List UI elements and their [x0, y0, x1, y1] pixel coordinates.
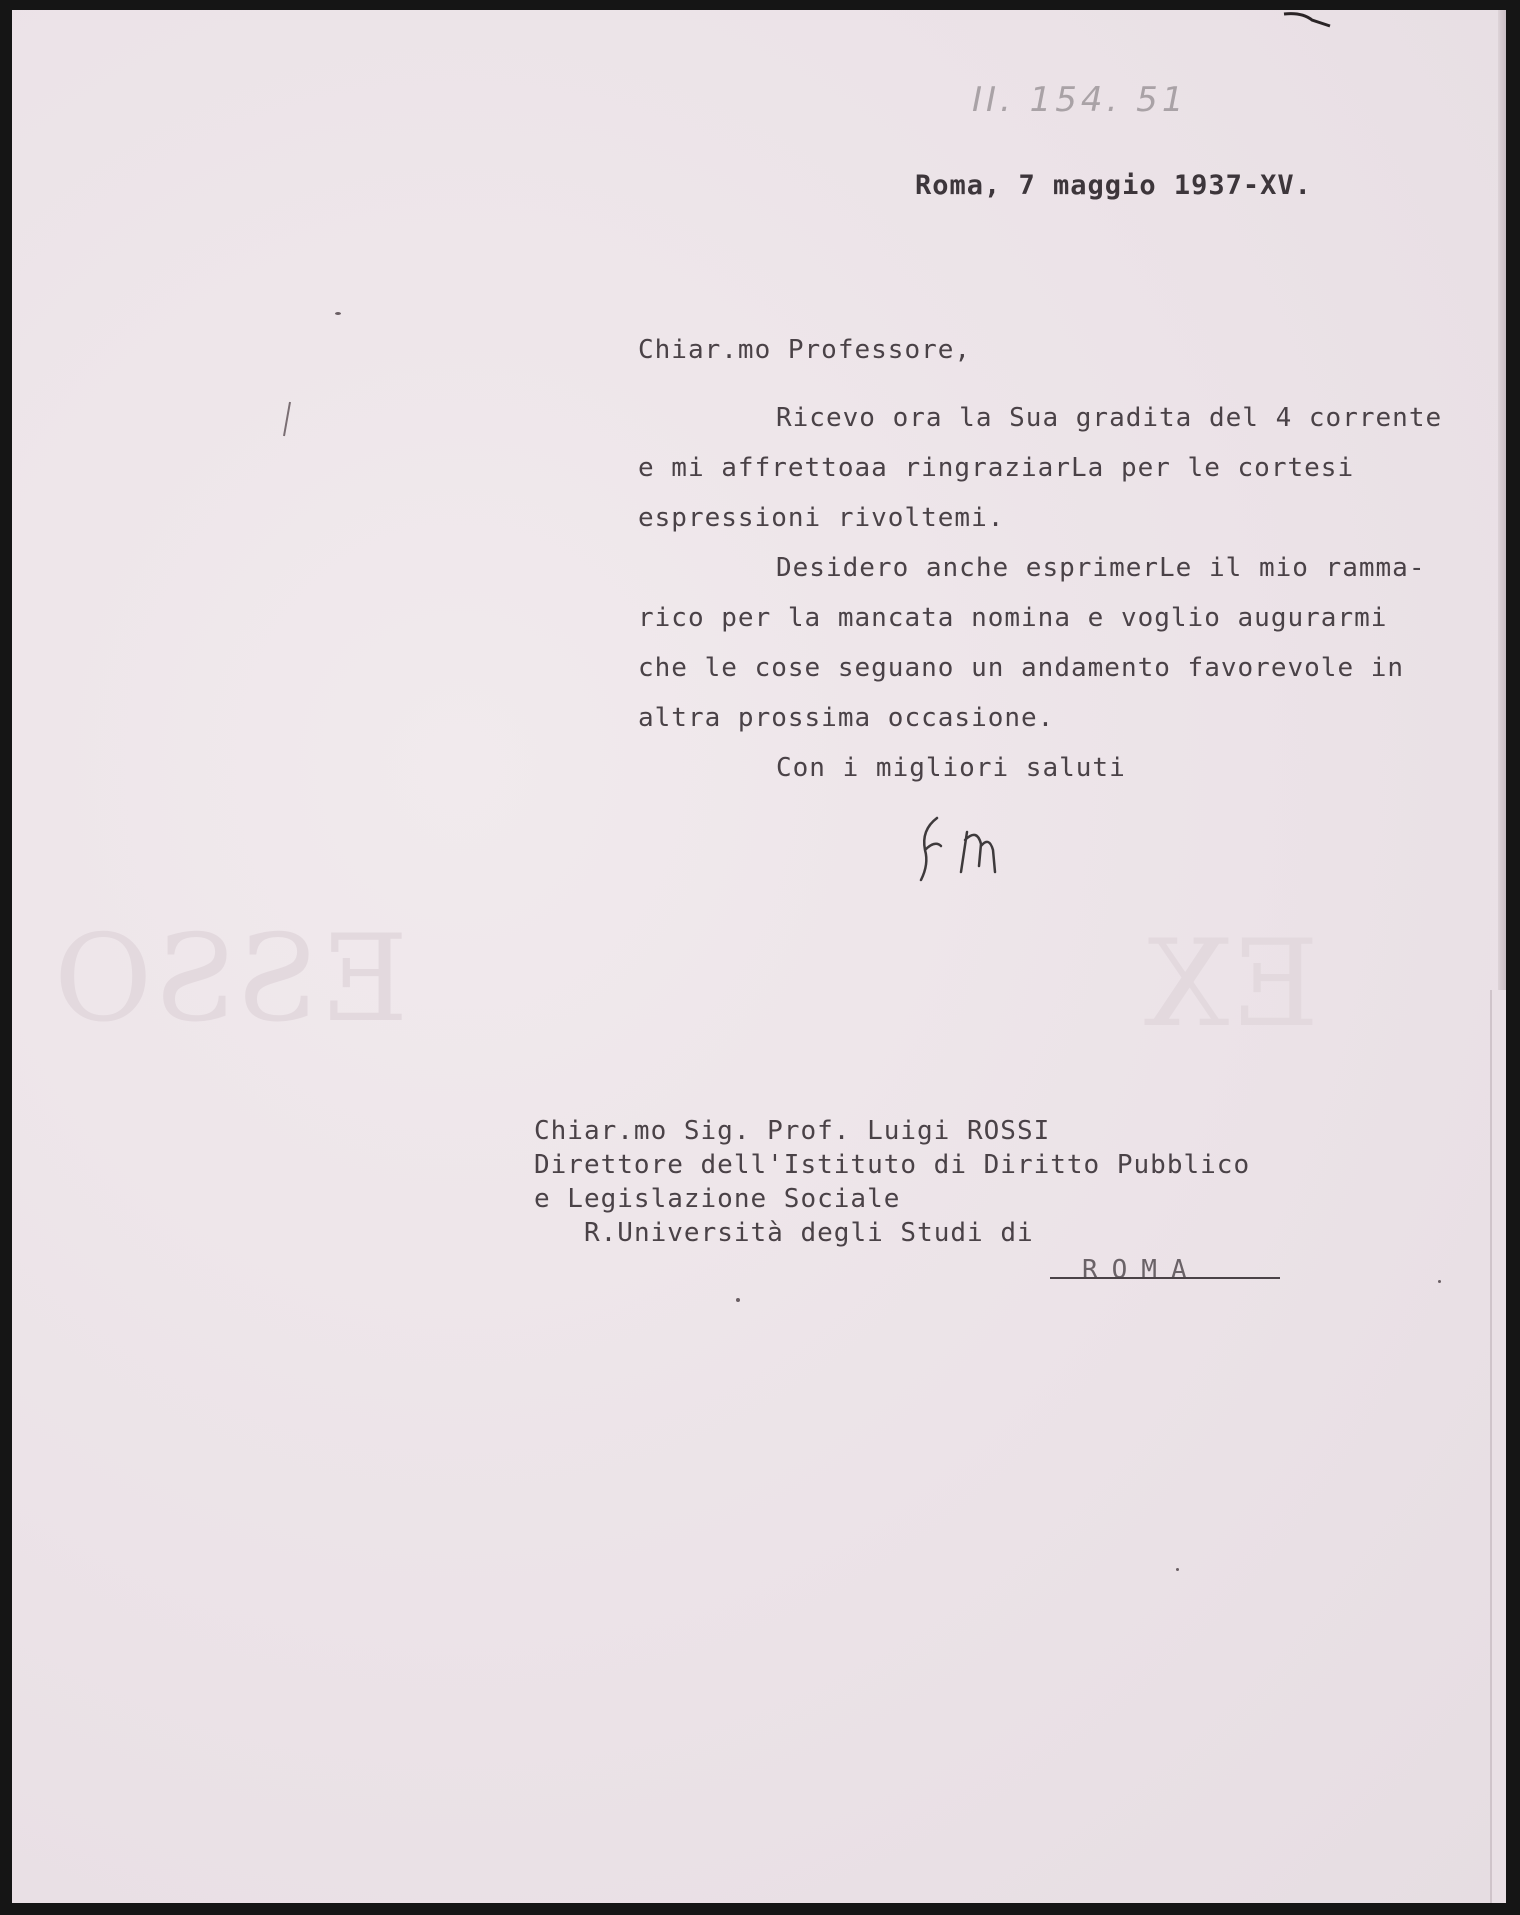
address-line: Direttore dell'Istituto di Diritto Pubblico — [534, 1150, 1251, 1180]
city-underline — [1050, 1277, 1280, 1279]
show-through-right: EX — [1142, 915, 1320, 1054]
body-line: Desidero anche esprimerLe il mio ramma- — [776, 553, 1426, 583]
paper-speck — [1176, 1568, 1179, 1571]
body-line: altra prossima occasione. — [638, 703, 1055, 733]
closing-line: Con i migliori saluti — [776, 753, 1126, 783]
paper-speck — [1438, 1280, 1441, 1283]
paper-speck — [736, 1298, 740, 1302]
paper-speck — [335, 312, 341, 315]
show-through-left: ESSO — [52, 910, 409, 1049]
salutation: Chiar.mo Professore, — [638, 335, 972, 365]
address-line: Chiar.mo Sig. Prof. Luigi ROSSI — [534, 1116, 1051, 1146]
torn-corner-mark — [1282, 10, 1332, 30]
address-city: ROMA — [1082, 1255, 1201, 1285]
address-line: e Legislazione Sociale — [534, 1184, 901, 1214]
sheet-edge-strip — [1490, 990, 1506, 1903]
body-line: Ricevo ora la Sua gradita del 4 corrente — [776, 403, 1443, 433]
body-line: rico per la mancata nomina e voglio augurarmi — [638, 603, 1388, 633]
letter-sheet — [12, 10, 1506, 1903]
signature — [915, 810, 1045, 890]
date-line: Roma, 7 maggio 1937-XV. — [915, 170, 1312, 201]
body-line: che le cose seguano un andamento favorevole in — [638, 653, 1405, 683]
paper-scratch — [282, 400, 292, 440]
body-line: e mi affrettoaa ringraziarLa per le cortesi — [638, 453, 1355, 483]
address-line: R.Università degli Studi di — [584, 1218, 1034, 1248]
archive-reference: II. 154. 51 — [972, 80, 1188, 120]
body-line: espressioni rivoltemi. — [638, 503, 1005, 533]
sheet-edge-shadow — [1498, 10, 1506, 990]
